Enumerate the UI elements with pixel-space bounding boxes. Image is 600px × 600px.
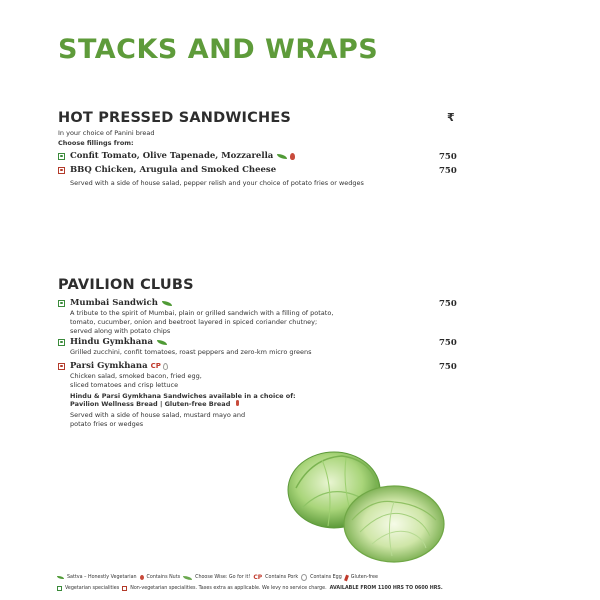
menu-item-mumbai-sandwich (58, 298, 458, 335)
nonveg-mark-icon (122, 586, 127, 591)
legend-gluten: Gluten-free (350, 575, 378, 580)
item-name: Mumbai Sandwich (70, 298, 158, 308)
section-heading-hot-pressed: HOT PRESSED SANDWICHES (58, 110, 292, 126)
legend-egg: Contains Egg (310, 575, 342, 580)
served-with-note (58, 411, 400, 429)
item-price: 750 (439, 362, 457, 372)
contains-nuts-icon (290, 153, 295, 160)
desc-line: Served with a side of house salad, mustard mayo and (70, 411, 246, 420)
currency-symbol: ₹ (447, 111, 455, 124)
sattva-leaf-icon (57, 576, 64, 580)
legend-row-2 (57, 586, 443, 591)
veg-mark-icon (58, 300, 65, 307)
contains-pork-badge: CP (253, 574, 263, 581)
bread-note-line: Hindu & Parsi Gymkhana Sandwiches available in a choice of: (70, 391, 296, 400)
nonveg-mark-icon (58, 167, 65, 174)
cabbage-illustration (282, 448, 452, 566)
served-with-note: Served with a side of house salad, pepper relish and your choice of potato fries or wedges (70, 179, 364, 187)
menu-item-bbq-chicken (58, 165, 458, 188)
desc-line: sliced tomatoes and crisp lettuce (70, 380, 179, 389)
legend-nonveg: Non-vegetarian specialities. Taxes extra as applicable. We levy no service charge. (130, 586, 327, 591)
sattva-leaf-icon (277, 154, 287, 159)
gluten-free-icon (236, 400, 239, 406)
fillings-note: Choose fillings from: (58, 139, 134, 147)
contains-egg-icon (163, 363, 168, 370)
veg-mark-icon (57, 586, 62, 591)
panini-note: In your choice of Panini bread (58, 129, 155, 137)
item-name: Hindu Gymkhana (70, 337, 153, 347)
sattva-leaf-icon (162, 301, 172, 306)
item-name: BBQ Chicken, Arugula and Smoked Cheese (70, 165, 277, 175)
legend-veg: Vegetarian specialities (65, 586, 120, 591)
item-price: 750 (439, 152, 457, 162)
bread-note-line (70, 400, 400, 409)
item-name: Parsi Gymkhana (70, 361, 148, 371)
legend-row-1 (57, 574, 378, 581)
desc-line: A tribute to the spirit of Mumbai, plain or grilled sandwich with a filling of potato, (70, 309, 334, 317)
desc-line: Grilled zucchini, confit tomatoes, roast peppers and zero-km micro greens (70, 348, 312, 356)
desc-line: tomato, cucumber, onion and beetroot layered in spiced coriander chutney; (70, 317, 318, 326)
menu-item-confit-tomato (58, 151, 458, 161)
menu-item-parsi-gymkhana (58, 361, 458, 429)
item-description (58, 348, 400, 357)
contains-nuts-icon (140, 575, 144, 580)
desc-line: Chicken salad, smoked bacon, fried egg, (70, 372, 202, 380)
contains-egg-icon (301, 574, 307, 581)
bread-choice-note (58, 392, 400, 410)
item-price: 750 (439, 166, 457, 176)
desc-line: served along with potato chips (70, 326, 171, 335)
desc-line: potato fries or wedges (70, 419, 144, 428)
choose-wise-icon (183, 576, 192, 580)
legend-pork: Contains Pork (265, 575, 299, 580)
menu-item-hindu-gymkhana (58, 337, 458, 357)
legend-choose-wise: Choose Wise: Go for it! (195, 575, 251, 580)
halved-cabbage (344, 486, 444, 562)
section-heading-pavilion-clubs: PAVILION CLUBS (58, 277, 194, 293)
item-description (58, 309, 400, 335)
veg-mark-icon (58, 339, 65, 346)
bread-options: Pavilion Wellness Bread | Gluten-free Bread (70, 400, 231, 409)
legend-hours: AVAILABLE FROM 1100 HRS TO 0600 HRS. (329, 586, 443, 591)
contains-pork-badge: CP (150, 362, 161, 370)
sattva-leaf-icon (157, 340, 167, 345)
item-price: 750 (439, 299, 457, 309)
item-description (58, 372, 400, 390)
nonveg-mark-icon (58, 363, 65, 370)
legend-sattva: Sattva – Honestly Vegetarian (67, 575, 137, 580)
item-price: 750 (439, 338, 457, 348)
page-title: STACKS AND WRAPS (58, 34, 379, 65)
legend-nuts: Contains Nuts (146, 575, 181, 580)
item-name: Confit Tomato, Olive Tapenade, Mozzarella (70, 151, 274, 161)
gluten-free-icon (344, 574, 349, 581)
veg-mark-icon (58, 153, 65, 160)
